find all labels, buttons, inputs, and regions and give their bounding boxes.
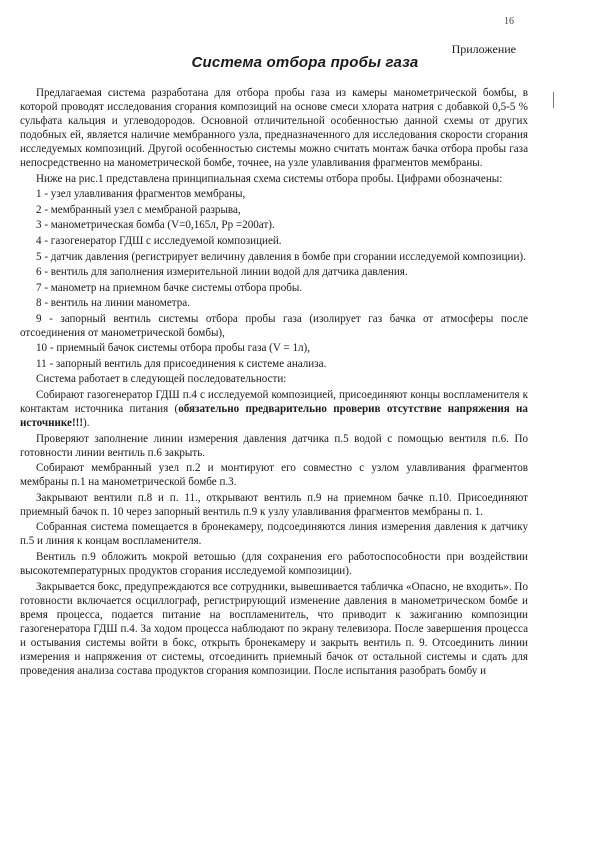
list-item: 8 - вентиль на линии манометра. [36,297,190,310]
list-item: 4 - газогенератор ГДШ с исследуемой композицией. [36,234,282,247]
list-item: 7 - манометр на приемном бачке системы отбора пробы. [36,281,303,294]
list-item: 3 - манометрическая бомба (V=0,165л, Рр =200ат). [36,219,275,232]
list-item: 10 - приемный бачок системы отбора пробы газа (V = 1л), [36,342,311,355]
paragraph-step-membrane: Собирают мембранный узел п.2 и монтируют его совместно с узлом улавливания фрагментов мембраны п.1 на манометрической бомбе п.3. [20,462,528,489]
paragraph-legend-intro: Ниже на рис.1 представлена принципиальная схема системы отбора пробы. Цифрами обозначены: [36,172,503,185]
paragraph-step-valves: Закрывают вентили п.8 и п. 11., открывают вентиль п.9 на приемном бачке п.10. Присоединяют приемный бачок п. 10 через запорный вентиль п.9 к узлу улавливания фрагментов мембраны п. 1. [20,491,528,518]
step-assemble-text: Собирают газогенератор ГДШ п.4 с исследуемой композицией, присоединяют концы воспламенителя к контактам источника питания ( [20,388,528,415]
paragraph-sequence: Система работает в следующей последовательности: [36,373,287,386]
page-number: 16 [504,16,514,27]
list-item: 9 - запорный вентиль системы отбора пробы газа (изолирует газ бачка от атмосферы после отсоединения от манометрической бомбы), [20,312,528,339]
step-assemble-end: ). [83,417,90,430]
margin-mark [553,92,554,108]
document-title: Система отбора пробы газа [191,54,419,71]
warning-text: обязательно предварительно проверив отсутствие напряжения на источнике!!! [20,402,528,430]
body-text [20,86,528,679]
paragraph-step-assemble [20,388,528,430]
appendix-label: Приложение [451,42,516,56]
paragraph-step-protect: Вентиль п.9 обложить мокрой ветошью (для сохранения его работоспособности при воздействии высокотемпературных продуктов сгорания исследуемой композиции). [20,550,528,577]
paragraph-intro: Предлагаемая система разработана для отбора пробы газа из камеры манометрической бомбы, в которой проводят исследования сгорания композиций на основе смеси хлората натрия с добавкой 0,5-5 % сульфата кальция и углеводородов. Основной отличительной особенностью данной схемы от других подобных ей, является наличие мембранного узла, предназначенного для исследования скорости сгорания исследуемых композиций. Другой особенностью системы можно считать монтаж бачка отбора пробы газа непосредственно на манометрической бомбе, точнее, на узле улавливания фрагментов мембраны. [20,87,528,170]
list-item: 11 - запорный вентиль для присоединения к системе анализа. [36,357,327,370]
list-item: 5 - датчик давления (регистрирует величину давления в бомбе при сгорании исследуемой композиции). [36,250,526,263]
paragraph-step-chamber: Собранная система помещается в бронекамеру, подсоединяются линия измерения давления к датчику п.5 и линия к концам воспламенителя. [20,521,528,548]
paragraph-step-run: Закрывается бокс, предупреждаются все сотрудники, вывешивается табличка «Опасно, не входить». По готовности включается осциллограф, регистрирующий изменение давления в манометрическом бомбе и время процесса, подается питание на воспламенитель, что приводит к зажиганию композиции газогенератора ГДШ п.4. За ходом процесса наблюдают по экрану телевизора. После завершения процесса и остывания системы войти в бокс, открыть бронекамеру и закрыть вентиль п. 9. Отсоединить линии измерения и напряжения от системы, отсоединить приемный бачок от остальной системы и сдать для проведения анализа состава продуктов сгорания композиции. После испытания разобрать бомбу и [20,580,528,677]
list-item: 2 - мембранный узел с мембраной разрыва, [36,203,241,216]
list-item: 6 - вентиль для заполнения измерительной линии водой для датчика давления. [36,266,408,279]
list-item: 1 - узел улавливания фрагментов мембраны, [36,188,246,201]
paragraph-step-check: Проверяют заполнение линии измерения давления датчика п.5 водой с помощью вентиля п.6. По готовности линии вентиль п.6 закрыть. [20,432,528,459]
